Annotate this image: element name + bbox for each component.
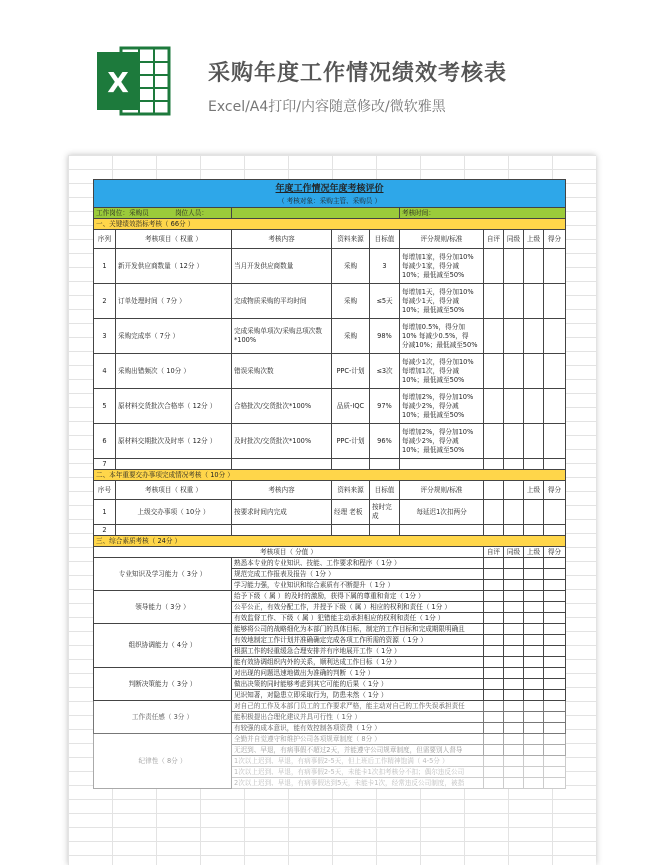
kpi-content: 当月开发供应商数量 xyxy=(232,249,332,284)
row-number: 4 xyxy=(94,354,116,389)
row-number: 1 xyxy=(94,500,116,525)
kpi-source: 采购 xyxy=(332,249,370,284)
score-cell xyxy=(544,690,566,701)
column-header: 资料来源 xyxy=(332,230,370,249)
post-label: 工作岗位：采购员 xyxy=(96,208,149,217)
rule-line: 10%；最低减至50% xyxy=(402,410,465,419)
rule-line: 每增加2%，得分加10% xyxy=(402,392,474,401)
section-tasks xyxy=(94,470,566,481)
quality-group-name: 专业知识及学习能力（ 3分 ） xyxy=(94,558,232,591)
kpi-item: 原材料交期批次及时率（ 12分 ） xyxy=(116,424,232,459)
score-cell xyxy=(484,657,504,668)
score-cell xyxy=(504,668,524,679)
page-title: 采购年度工作情况绩效考核表 xyxy=(208,61,508,86)
score-cell xyxy=(544,767,566,778)
score-cell xyxy=(544,284,566,319)
section-quality xyxy=(94,536,566,547)
score-cell xyxy=(524,690,544,701)
row-number: 1 xyxy=(94,249,116,284)
kpi-item: 订单处理时间（ 7分 ） xyxy=(116,284,232,319)
score-cell xyxy=(524,591,544,602)
score-cell xyxy=(504,767,524,778)
score-cell xyxy=(484,389,504,424)
target-row xyxy=(94,196,566,208)
table-row xyxy=(94,624,566,635)
quality-line: 有较强的成本意识，能有效控制各项资费（ 1分 ） xyxy=(232,723,484,734)
kpi-content: 错误采购次数 xyxy=(232,354,332,389)
score-cell xyxy=(544,635,566,646)
score-cell xyxy=(524,580,544,591)
column-header: 目标值 xyxy=(370,230,400,249)
score-cell xyxy=(524,319,544,354)
table-row xyxy=(94,389,566,424)
column-header: 得分 xyxy=(544,547,566,558)
table-row xyxy=(94,319,566,354)
column-header: 序号 xyxy=(94,481,116,500)
score-cell xyxy=(524,756,544,767)
score-cell xyxy=(504,723,524,734)
task-rule: 每延迟1次扣两分 xyxy=(400,500,484,525)
score-cell xyxy=(504,602,524,613)
score-cell xyxy=(484,613,504,624)
score-cell xyxy=(544,778,566,789)
score-cell xyxy=(544,679,566,690)
score-cell xyxy=(504,569,524,580)
row-number: 2 xyxy=(94,525,116,536)
page-subtitle: Excel/A4打印/内容随意修改/微软雅黑 xyxy=(208,99,446,115)
score-cell xyxy=(524,558,544,569)
kpi-target: 3 xyxy=(370,249,400,284)
rule-line: 10%；最低减至50% xyxy=(402,270,465,279)
sheet-target: （ 考核对象：采购主管、采购员 ） xyxy=(94,196,566,208)
rule-line: 每减少1家，得分减 xyxy=(402,261,459,270)
score-cell xyxy=(484,580,504,591)
score-cell xyxy=(504,624,524,635)
section-title: 一、关键绩效指标考核（ 66分 ） xyxy=(94,219,566,230)
row-number: 2 xyxy=(94,284,116,319)
score-cell xyxy=(484,424,504,459)
header-row xyxy=(94,230,566,249)
score-cell xyxy=(484,591,504,602)
quality-line: 对出现的问题迅速地做出为准确的判断（ 1分 ） xyxy=(232,668,484,679)
column-header: 上级 xyxy=(524,230,544,249)
quality-line: 对自己的工作及本部门员工的工作要求严格，能主动对自己的工作失误承担责任 xyxy=(232,701,484,712)
score-cell xyxy=(524,723,544,734)
table-row xyxy=(94,459,566,470)
table-row xyxy=(94,284,566,319)
rule-line: 每增加1次，得分减 xyxy=(402,366,459,375)
score-cell xyxy=(524,613,544,624)
score-cell xyxy=(504,500,524,525)
kpi-source: 采购 xyxy=(332,319,370,354)
score-cell xyxy=(524,424,544,459)
score-cell xyxy=(524,778,544,789)
score-cell xyxy=(544,723,566,734)
header-row xyxy=(94,481,566,500)
table-row xyxy=(94,591,566,602)
quality-line: 做出决策的同时能够考虑到其它可能的后果（ 1分 ） xyxy=(232,679,484,690)
rule-line: 分减10%；最低减至50% xyxy=(402,340,478,349)
column-header: 自评 xyxy=(484,230,504,249)
score-cell xyxy=(504,580,524,591)
score-cell xyxy=(544,500,566,525)
score-cell xyxy=(504,778,524,789)
row-number: 7 xyxy=(94,459,116,470)
score-cell xyxy=(524,679,544,690)
person-label: 岗位人员： xyxy=(174,208,208,217)
column-header: 评分规则/标准 xyxy=(400,230,484,249)
score-cell xyxy=(504,424,524,459)
score-cell xyxy=(484,354,504,389)
score-cell xyxy=(484,319,504,354)
task-content: 按要求时间内完成 xyxy=(232,500,332,525)
table-row xyxy=(94,424,566,459)
table-row xyxy=(94,668,566,679)
score-cell xyxy=(484,500,504,525)
score-cell xyxy=(484,778,504,789)
table-row xyxy=(94,701,566,712)
header-row xyxy=(94,547,566,558)
score-cell xyxy=(544,668,566,679)
table-row xyxy=(94,500,566,525)
kpi-rule xyxy=(400,319,484,354)
quality-line: 无迟到、早退，有病事假不超过2天，并能遵守公司规章制度，但需要别人督导 xyxy=(232,745,484,756)
quality-group-name: 工作责任感（ 3分 ） xyxy=(94,701,232,734)
column-header: 序列 xyxy=(94,230,116,249)
score-cell xyxy=(524,767,544,778)
table-row xyxy=(94,558,566,569)
score-cell xyxy=(484,624,504,635)
column-header: 考核内容 xyxy=(232,230,332,249)
score-cell xyxy=(544,613,566,624)
kpi-rule xyxy=(400,389,484,424)
sheet-title: 年度工作情况年度考核评价 xyxy=(94,180,566,197)
task-item: 上级交办事项（ 10分 ） xyxy=(116,500,232,525)
score-cell xyxy=(524,249,544,284)
score-cell xyxy=(524,602,544,613)
kpi-item: 采购完成率（ 7分 ） xyxy=(116,319,232,354)
score-cell xyxy=(524,712,544,723)
kpi-rule xyxy=(400,354,484,389)
kpi-content: 及时批次/交货批次*100% xyxy=(232,424,332,459)
score-cell xyxy=(544,580,566,591)
rule-line: 每减少2%，得分减 xyxy=(402,436,459,445)
quality-line: 1次以上迟到、早退，有病事假2-5天，但上班后工作精神饱满（ 4-5分 ） xyxy=(232,756,484,767)
table-row xyxy=(94,525,566,536)
score-cell xyxy=(504,558,524,569)
score-cell xyxy=(504,646,524,657)
score-cell xyxy=(524,284,544,319)
title-row xyxy=(94,180,566,197)
score-cell xyxy=(544,249,566,284)
score-cell xyxy=(524,635,544,646)
score-cell xyxy=(484,745,504,756)
score-cell xyxy=(544,646,566,657)
score-cell xyxy=(544,389,566,424)
row-number: 3 xyxy=(94,319,116,354)
kpi-target: 98% xyxy=(370,319,400,354)
score-cell xyxy=(544,602,566,613)
column-header: 上级 xyxy=(524,481,544,500)
column-header: 上级 xyxy=(524,547,544,558)
column-header: 得分 xyxy=(544,481,566,500)
table-row xyxy=(94,249,566,284)
score-cell xyxy=(484,690,504,701)
column-header: 考核项目（ 权重 ） xyxy=(116,481,232,500)
score-cell xyxy=(504,756,524,767)
score-cell xyxy=(484,734,504,745)
score-cell xyxy=(504,284,524,319)
score-cell xyxy=(504,319,524,354)
score-cell xyxy=(504,635,524,646)
row-number: 5 xyxy=(94,389,116,424)
score-cell xyxy=(484,701,504,712)
kpi-item: 新开发供应商数量（ 12分 ） xyxy=(116,249,232,284)
table-row xyxy=(94,354,566,389)
score-cell xyxy=(544,424,566,459)
quality-group-name: 纪律性（ 8分 ） xyxy=(94,734,232,789)
rule-line: 10%；最低减至50% xyxy=(402,445,465,454)
rule-line: 每增加1家，得分加10% xyxy=(402,252,474,261)
score-cell xyxy=(504,249,524,284)
logo-letter: X xyxy=(107,66,129,99)
score-cell xyxy=(524,500,544,525)
task-source: 经理 老板 xyxy=(332,500,370,525)
kpi-source: PPC-计划 xyxy=(332,424,370,459)
rule-line: 10%；最低减至50% xyxy=(402,375,465,384)
row-number: 6 xyxy=(94,424,116,459)
score-cell xyxy=(504,745,524,756)
time-label: 考核时间： xyxy=(400,208,566,219)
kpi-content: 完成物质采购的平均时间 xyxy=(232,284,332,319)
quality-line: 学习能力强，专业知识和综合素质有不断提升（ 1分 ） xyxy=(232,580,484,591)
score-cell xyxy=(524,646,544,657)
score-cell xyxy=(504,591,524,602)
score-cell xyxy=(544,319,566,354)
score-cell xyxy=(524,624,544,635)
kpi-source: 采购 xyxy=(332,284,370,319)
quality-group-name: 组织协调能力（ 4分 ） xyxy=(94,624,232,668)
rule-line: 每减少1天，得分减 xyxy=(402,296,459,305)
score-cell xyxy=(504,613,524,624)
score-cell xyxy=(504,657,524,668)
kpi-content: 合格批次/交货批次*100% xyxy=(232,389,332,424)
score-cell xyxy=(484,756,504,767)
rule-line: 每减少2%，得分减 xyxy=(402,401,459,410)
quality-line: 能积极提出合理化建议并具可行性（ 1分 ） xyxy=(232,712,484,723)
section-title: 三、综合素质考核（ 24分 ） xyxy=(94,536,566,547)
score-cell xyxy=(544,734,566,745)
quality-line: 根据工作的轻重缓急合理安排并有序地展开工作（ 1分 ） xyxy=(232,646,484,657)
info-row xyxy=(94,208,566,219)
quality-line: 能够将公司的战略细化为本部门的具体目标，制定的工作目标和完成期限明确且 xyxy=(232,624,484,635)
score-cell xyxy=(484,646,504,657)
score-cell xyxy=(544,745,566,756)
kpi-item: 采购出错频次（ 10分 ） xyxy=(116,354,232,389)
rule-line: 每减少1次，得分加10% xyxy=(402,357,474,366)
kpi-source: PPC-计划 xyxy=(332,354,370,389)
column-header: 得分 xyxy=(544,230,566,249)
score-cell xyxy=(524,569,544,580)
header xyxy=(0,0,650,150)
score-cell xyxy=(524,745,544,756)
score-cell xyxy=(504,354,524,389)
score-cell xyxy=(484,679,504,690)
rule-line: 10% 每减少0.5%，得 xyxy=(402,331,469,340)
score-cell xyxy=(484,668,504,679)
kpi-target: ≤3次 xyxy=(370,354,400,389)
column-header: 同级 xyxy=(504,230,524,249)
score-cell xyxy=(504,690,524,701)
quality-line: 1次以上迟到、早退，有病事假2-5天，未能卡1次扣考核分不扣；偶尔违反公司 xyxy=(232,767,484,778)
score-cell xyxy=(544,569,566,580)
score-cell xyxy=(544,354,566,389)
score-cell xyxy=(544,712,566,723)
score-cell xyxy=(484,723,504,734)
score-cell xyxy=(544,657,566,668)
score-cell xyxy=(544,591,566,602)
score-cell xyxy=(484,569,504,580)
rule-line: 10%；最低减至50% xyxy=(402,305,465,314)
quality-line: 有效监督工作、下级（ 属 ）犯错能主动承担相应的权利和责任（ 1分 ） xyxy=(232,613,484,624)
quality-line: 规范完成工作报表及报告（ 1分 ） xyxy=(232,569,484,580)
score-cell xyxy=(484,249,504,284)
score-cell xyxy=(524,701,544,712)
kpi-source: 品质-IQC xyxy=(332,389,370,424)
kpi-target: ≤5天 xyxy=(370,284,400,319)
rule-line: 每增加1天，得分加10% xyxy=(402,287,474,296)
quality-line: 公平公正，有效分配工作，并授予下级（ 属 ）相应的权利和责任（ 1分 ） xyxy=(232,602,484,613)
column-header: 评分规则/标准 xyxy=(400,481,484,500)
quality-line: 全勤并自觉遵守和维护公司各项规章制度（ 8分 ） xyxy=(232,734,484,745)
quality-line: 能有效协调组织内外的关系，顺利达成工作目标（ 1分 ） xyxy=(232,657,484,668)
kpi-rule xyxy=(400,284,484,319)
score-cell xyxy=(544,701,566,712)
score-cell xyxy=(484,602,504,613)
quality-line: 2次以上迟到、早退，有病事假达到5天，未能卡1次，经常违反公司制度，被指 xyxy=(232,778,484,789)
column-header: 考核项目（ 分值 ） xyxy=(94,547,484,558)
quality-group-name: 领导能力（ 3分 ） xyxy=(94,591,232,624)
kpi-rule xyxy=(400,249,484,284)
evaluation-table xyxy=(93,179,566,789)
column-header: 资料来源 xyxy=(332,481,370,500)
score-cell xyxy=(524,668,544,679)
section-kpi xyxy=(94,219,566,230)
score-cell xyxy=(484,635,504,646)
column-header xyxy=(504,481,524,500)
column-header: 同级 xyxy=(504,547,524,558)
score-cell xyxy=(524,354,544,389)
kpi-content: 完成采购单项次/采购总项次数*100% xyxy=(232,319,332,354)
kpi-target: 96% xyxy=(370,424,400,459)
rule-line: 每增加0.5%，得分加 xyxy=(402,322,465,331)
column-header: 目标值 xyxy=(370,481,400,500)
column-header xyxy=(484,481,504,500)
score-cell xyxy=(524,734,544,745)
task-target: 按时完成 xyxy=(370,500,400,525)
quality-line: 有效地制定工作计划并准确确定完成各项工作所需的资源（ 1分 ） xyxy=(232,635,484,646)
score-cell xyxy=(484,767,504,778)
quality-line: 熟悉本专业的专业知识、技能、工作要求和程序（ 1分 ） xyxy=(232,558,484,569)
score-cell xyxy=(524,389,544,424)
kpi-item: 原材料交货批次合格率（ 12分 ） xyxy=(116,389,232,424)
rule-line: 每增加2%，得分加10% xyxy=(402,427,474,436)
quality-line: 见识知著，对隐患立即采取行为，防患未然（ 1分 ） xyxy=(232,690,484,701)
column-header: 自评 xyxy=(484,547,504,558)
score-cell xyxy=(544,756,566,767)
score-cell xyxy=(544,624,566,635)
score-cell xyxy=(504,701,524,712)
column-header: 考核项目（ 权重 ） xyxy=(116,230,232,249)
spreadsheet-preview xyxy=(68,155,596,865)
column-header: 考核内容 xyxy=(232,481,332,500)
score-cell xyxy=(484,558,504,569)
score-cell xyxy=(504,734,524,745)
score-cell xyxy=(484,712,504,723)
score-cell xyxy=(504,679,524,690)
kpi-target: 97% xyxy=(370,389,400,424)
score-cell xyxy=(484,284,504,319)
quality-line: 给予下级（ 属 ）的及时的激励，获得下属的尊重和肯定（ 1分 ） xyxy=(232,591,484,602)
score-cell xyxy=(504,389,524,424)
score-cell xyxy=(504,712,524,723)
score-cell xyxy=(544,558,566,569)
table-row xyxy=(94,734,566,745)
quality-group-name: 判断决策能力（ 3分 ） xyxy=(94,668,232,701)
excel-icon xyxy=(95,42,173,120)
kpi-rule xyxy=(400,424,484,459)
score-cell xyxy=(524,657,544,668)
section-title: 二、本年重要交办事项完成情况考核（ 10分 ） xyxy=(94,470,566,481)
